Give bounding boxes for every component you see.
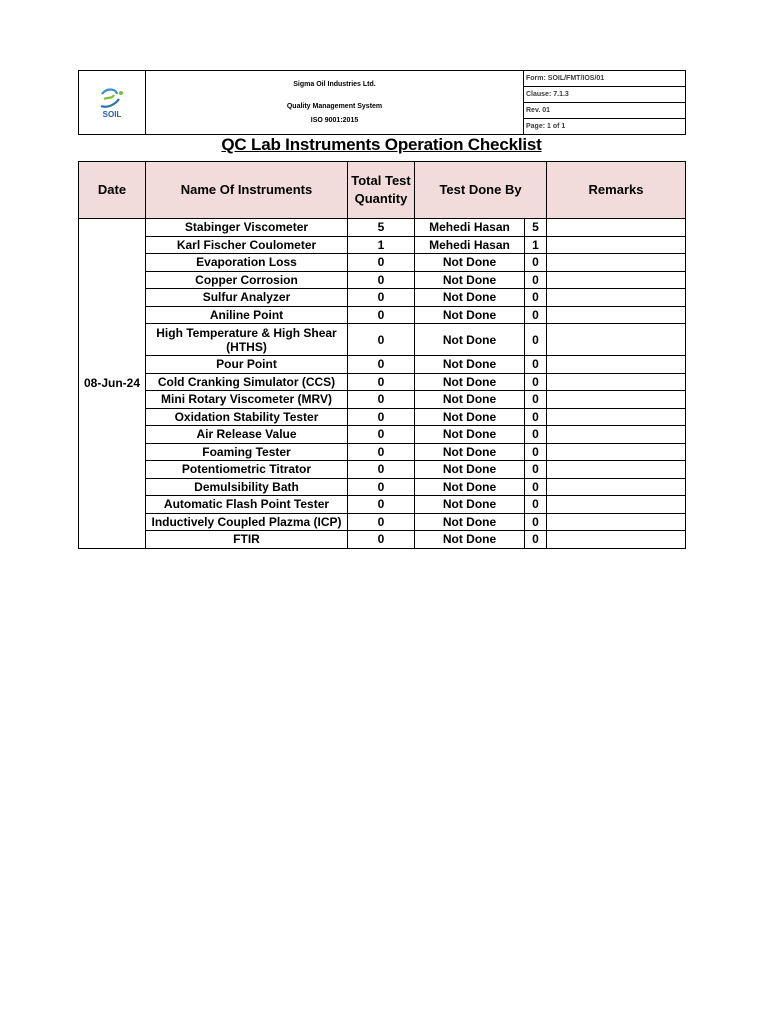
instrument-name: Sulfur Analyzer [146,289,348,307]
page-number: Page: 1 of 1 [524,119,686,135]
test-count: 0 [525,408,547,426]
test-done-by: Mehedi Hasan [415,219,525,237]
test-done-by: Not Done [415,478,525,496]
test-quantity: 0 [348,373,415,391]
table-row [79,271,686,289]
remarks-cell [547,391,686,409]
instrument-name: Pour Point [146,356,348,374]
test-done-by: Not Done [415,513,525,531]
test-quantity: 0 [348,513,415,531]
instrument-name: Karl Fischer Coulometer [146,236,348,254]
system-name: Quality Management System [286,103,383,110]
remarks-cell [547,289,686,307]
soil-logo-icon [92,82,132,122]
test-count: 0 [525,391,547,409]
test-done-by: Not Done [415,426,525,444]
remarks-cell [547,408,686,426]
remarks-cell [547,461,686,479]
table-row [79,236,686,254]
test-quantity: 0 [348,254,415,272]
remarks-cell [547,236,686,254]
test-quantity: 0 [348,306,415,324]
test-quantity: 0 [348,289,415,307]
instrument-name: Inductively Coupled Plazma (ICP) [146,513,348,531]
instrument-name: Copper Corrosion [146,271,348,289]
test-done-by: Not Done [415,531,525,549]
test-count: 0 [525,254,547,272]
test-quantity: 0 [348,478,415,496]
clause-number: Clause: 7.1.3 [524,87,686,103]
test-quantity: 0 [348,531,415,549]
remarks-cell [547,324,686,356]
instrument-name: FTIR [146,531,348,549]
logo-text: SOIL [102,109,122,119]
instrument-name: Cold Cranking Simulator (CCS) [146,373,348,391]
date-cell: 08-Jun-24 [79,219,146,549]
test-count: 0 [525,289,547,307]
table-row [79,254,686,272]
table-row [79,373,686,391]
test-done-by: Not Done [415,306,525,324]
table-header-row [79,162,686,219]
test-done-by: Not Done [415,461,525,479]
table-row [79,324,686,356]
test-done-by: Not Done [415,271,525,289]
table-row [79,496,686,514]
remarks-cell [547,356,686,374]
table-row [79,461,686,479]
checklist-table [78,161,686,549]
remarks-cell [547,254,686,272]
instrument-name: Mini Rotary Viscometer (MRV) [146,391,348,409]
col-remarks: Remarks [547,162,686,219]
iso-standard: ISO 9001:2015 [310,117,359,124]
test-count: 5 [525,219,547,237]
table-row [79,219,686,237]
remarks-cell [547,531,686,549]
test-quantity: 0 [348,443,415,461]
revision: Rev. 01 [524,103,686,119]
instrument-name: High Temperature & High Shear (HTHS) [146,324,348,356]
test-count: 0 [525,271,547,289]
col-instrument: Name Of Instruments [146,162,348,219]
test-quantity: 0 [348,324,415,356]
instrument-name: Demulsibility Bath [146,478,348,496]
test-count: 0 [525,324,547,356]
company-logo [79,71,146,135]
test-done-by: Not Done [415,356,525,374]
col-done-by: Test Done By [415,162,547,219]
test-done-by: Not Done [415,443,525,461]
test-quantity: 0 [348,496,415,514]
remarks-cell [547,271,686,289]
test-quantity: 0 [348,461,415,479]
test-count: 0 [525,478,547,496]
instrument-name: Evaporation Loss [146,254,348,272]
test-count: 0 [525,443,547,461]
table-row [79,478,686,496]
remarks-cell [547,426,686,444]
company-name: Sigma Oil Industries Ltd. [293,81,376,88]
remarks-cell [547,496,686,514]
test-quantity: 0 [348,426,415,444]
test-count: 0 [525,373,547,391]
test-count: 0 [525,531,547,549]
test-done-by: Mehedi Hasan [415,236,525,254]
test-done-by: Not Done [415,254,525,272]
remarks-cell [547,219,686,237]
remarks-cell [547,373,686,391]
test-done-by: Not Done [415,408,525,426]
test-quantity: 0 [348,356,415,374]
instrument-name: Automatic Flash Point Tester [146,496,348,514]
test-quantity: 0 [348,271,415,289]
instrument-name: Air Release Value [146,426,348,444]
test-count: 0 [525,306,547,324]
test-done-by: Not Done [415,289,525,307]
remarks-cell [547,306,686,324]
remarks-cell [547,513,686,531]
table-row [79,391,686,409]
test-quantity: 0 [348,408,415,426]
test-count: 0 [525,513,547,531]
col-quantity: Total Test Quantity [348,162,415,219]
table-row [79,289,686,307]
table-row [79,531,686,549]
table-row [79,306,686,324]
test-done-by: Not Done [415,496,525,514]
form-number: Form: SOIL/FMT/IOS/01 [524,71,686,87]
table-row [79,408,686,426]
table-row [79,443,686,461]
test-done-by: Not Done [415,373,525,391]
company-info [146,71,524,135]
col-date: Date [79,162,146,219]
remarks-cell [547,443,686,461]
table-row [79,426,686,444]
instrument-name: Aniline Point [146,306,348,324]
test-count: 1 [525,236,547,254]
test-count: 0 [525,496,547,514]
test-quantity: 5 [348,219,415,237]
test-count: 0 [525,356,547,374]
table-row [79,356,686,374]
test-quantity: 0 [348,391,415,409]
test-quantity: 1 [348,236,415,254]
test-count: 0 [525,461,547,479]
test-done-by: Not Done [415,324,525,356]
table-row [79,513,686,531]
instrument-name: Foaming Tester [146,443,348,461]
instrument-name: Potentiometric Titrator [146,461,348,479]
instrument-name: Stabinger Viscometer [146,219,348,237]
document-header [78,70,686,135]
remarks-cell [547,478,686,496]
instrument-name: Oxidation Stability Tester [146,408,348,426]
test-count: 0 [525,426,547,444]
page-title: QC Lab Instruments Operation Checklist [221,135,542,154]
test-done-by: Not Done [415,391,525,409]
